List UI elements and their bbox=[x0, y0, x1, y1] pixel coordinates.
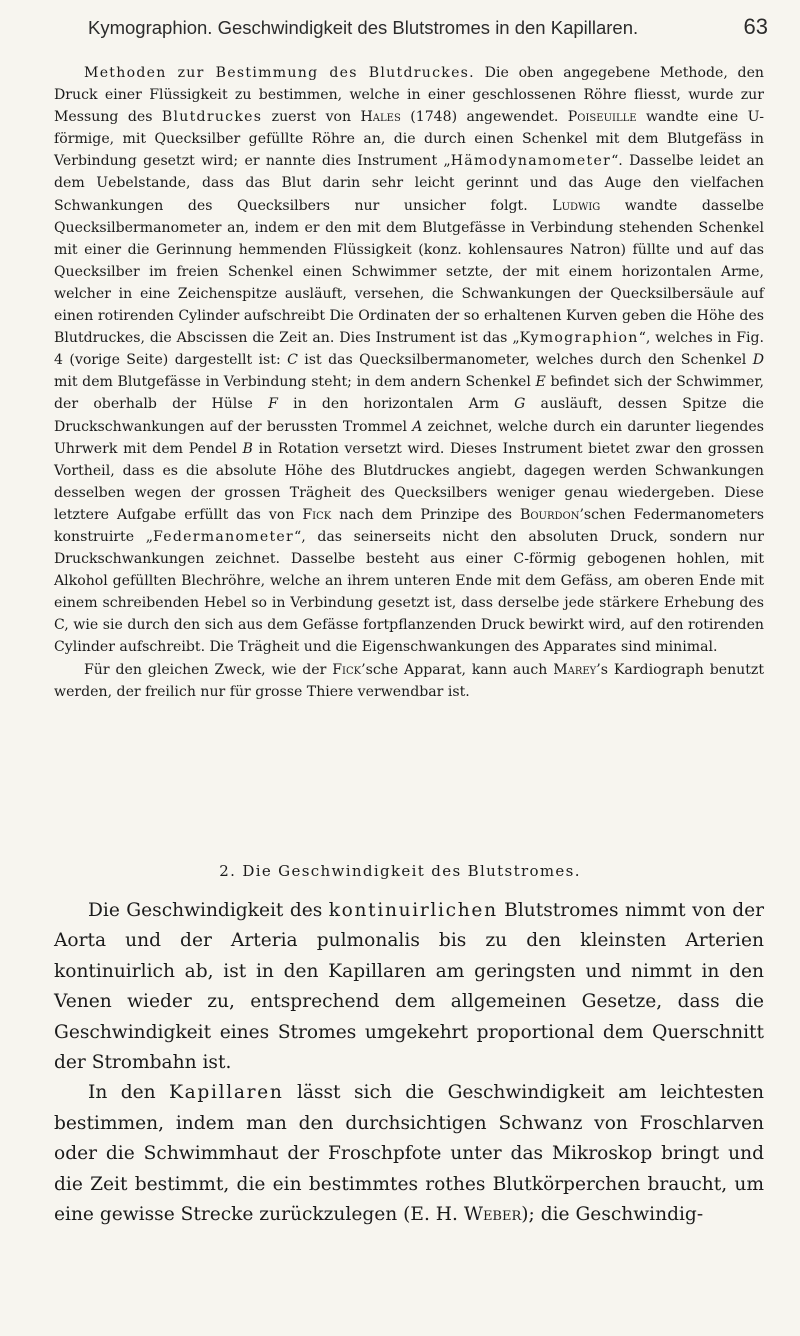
running-head-title: Kymographion. Geschwindigkeit des Blutstromes in den Kapillaren. bbox=[88, 17, 639, 38]
paragraph: Methoden zur Bestimmung des Blutdruckes. Die oben angegebene Methode, den Druck einer Flüssigkeit zu bestimmen, welche in einer geschlossenen Röhre fliesst, wurde zur Messung des Blutdruckes zuerst von Hales (1748) angewendet. Poiseuille wandte eine U-förmige, mit Quecksilber gefüllte Röhre an, die durch einen Schenkel mit dem Blutgefäss in Verbindung gesetzt wird; er nannte dies Instrument „Hämodynamometer“. Dasselbe leidet an dem Uebelstande, dass das Blut darin sehr leicht gerinnt und das Auge den vielfachen Schwankungen des Quecksilbers nur unsicher folgt. Ludwig wandte dasselbe Quecksilbermanometer an, indem er den mit dem Blutgefässe in Verbindung stehenden Schenkel mit einer die Gerinnung hemmenden Flüssigkeit (konz. kohlensaures Natron) füllte und auf das Quecksilber im freien Schenkel einen Schwimmer setzte, der mit einem horizontalen Arme, welcher in eine Zeichenspitze ausläuft, versehen, die Schwankungen der Quecksilbersäule auf einen rotirenden Cylinder aufschreibt Die Ordinaten der so erhaltenen Kurven geben die Höhe des Blutdruckes, die Abscissen die Zeit an. Dies Instrument ist das „Kymographion“, welches in Fig. 4 (vorige Seite) dargestellt ist: C ist das Quecksilbermanometer, welches durch den Schenkel D mit dem Blutgefässe in Verbindung steht; in dem andern Schenkel E befindet sich der Schwimmer, der oberhalb der Hülse F in den horizontalen Arm G ausläuft, dessen Spitze die Druckschwankungen auf der berussten Trommel A zeichnet, welche durch ein darunter liegendes Uhrwerk mit dem Pendel B in Rotation versetzt wird. Dieses Instrument bietet zwar den grossen Vortheil, dass es die absolute Höhe des Blutdruckes angiebt, dagegen werden Schwankungen desselben wegen der grossen Trägheit des Quecksilbers weniger genau wiedergeben. Diese letztere Aufgabe erfüllt das von Fick nach dem Prinzipe des Bourdon’schen Federmanometers konstruirte „Federmanometer“, das seinerseits nicht den absoluten Druck, sondern nur Druckschwankungen zeichnet. Dasselbe besteht aus einer C-förmig gebogenen hohlen, mit Alkohol gefüllten Blechröhre, welche an ihrem unteren Ende mit dem Gefäss, am oberen Ende mit einem schreibenden Hebel so in Verbindung gesetzt ist, dass derselbe jede stärkere Erhebung des C, wie sie durch den sich aus dem Gefässe fortpflanzenden Druck bewirkt wird, auf den rotirenden Cylinder aufschreibt. Die Trägheit und die Eigenschwankungen des Apparates sind minimal. bbox=[54, 65, 765, 656]
figure-label: E bbox=[535, 374, 546, 391]
author-name: Fick bbox=[302, 506, 332, 523]
author-name: Marey bbox=[553, 661, 597, 678]
section-heading-inline: Methoden zur Bestimmung des Blutdruckes. bbox=[84, 65, 475, 81]
emphasis: kontinuirlichen bbox=[328, 900, 498, 921]
author-name: Hales bbox=[360, 109, 401, 126]
paragraph: In den Kapillaren lässt sich die Geschwindigkeit am leichtesten bestimmen, indem man den durchsichtigen Schwanz von Froschlarven oder die Schwimmhaut der Froschpfote unter das Mikroskop bringt und die Zeit bestimmt, die ein bestimmtes rothes Blutkörperchen braucht, um eine gewisse Strecke zurückzulegen (E. H. Weber); die Geschwindig- bbox=[54, 1082, 764, 1226]
section-blood-flow-velocity bbox=[54, 896, 764, 1230]
figure-label: A bbox=[412, 418, 423, 435]
author-name: Fick bbox=[332, 661, 362, 678]
running-head bbox=[88, 14, 768, 40]
author-name: Weber bbox=[463, 1204, 522, 1226]
section-blood-pressure-methods bbox=[54, 62, 764, 703]
paragraph: Für den gleichen Zweck, wie der Fick’sche Apparat, kann auch Marey’s Kardiograph benutzt werden, der freilich nur für grosse Thiere verwendbar ist. bbox=[54, 661, 764, 700]
emphasis: Kapillaren bbox=[169, 1082, 284, 1104]
instrument-name: Federmanometer bbox=[153, 528, 294, 545]
figure-label: B bbox=[242, 440, 253, 457]
section-title: 2. Die Geschwindigkeit des Blutstromes. bbox=[219, 862, 581, 880]
page-number: 63 bbox=[743, 14, 768, 39]
figure-label: D bbox=[752, 352, 764, 369]
author-name: Ludwig bbox=[552, 197, 601, 214]
figure-label: G bbox=[514, 396, 526, 413]
instrument-name: Hämodynamometer bbox=[450, 153, 612, 170]
author-name: Bourdon bbox=[519, 506, 580, 523]
figure-label: C bbox=[287, 352, 298, 369]
paragraph: Die Geschwindigkeit des kontinuirlichen Blutstromes nimmt von der Aorta und der Arteria pulmonalis bis zu den kleinsten Arterien kontinuirlich ab, ist in den Kapillaren am geringsten und nimmt in den Venen wieder zu, entsprechend dem allgemeinen Gesetze, dass die Geschwindigkeit eines Stromes umgekehrt proportional dem Querschnitt der Strombahn ist. bbox=[54, 900, 764, 1074]
figure-label: F bbox=[268, 396, 278, 413]
author-name: Poiseuille bbox=[567, 109, 637, 126]
instrument-name: Kymographion bbox=[519, 330, 639, 347]
